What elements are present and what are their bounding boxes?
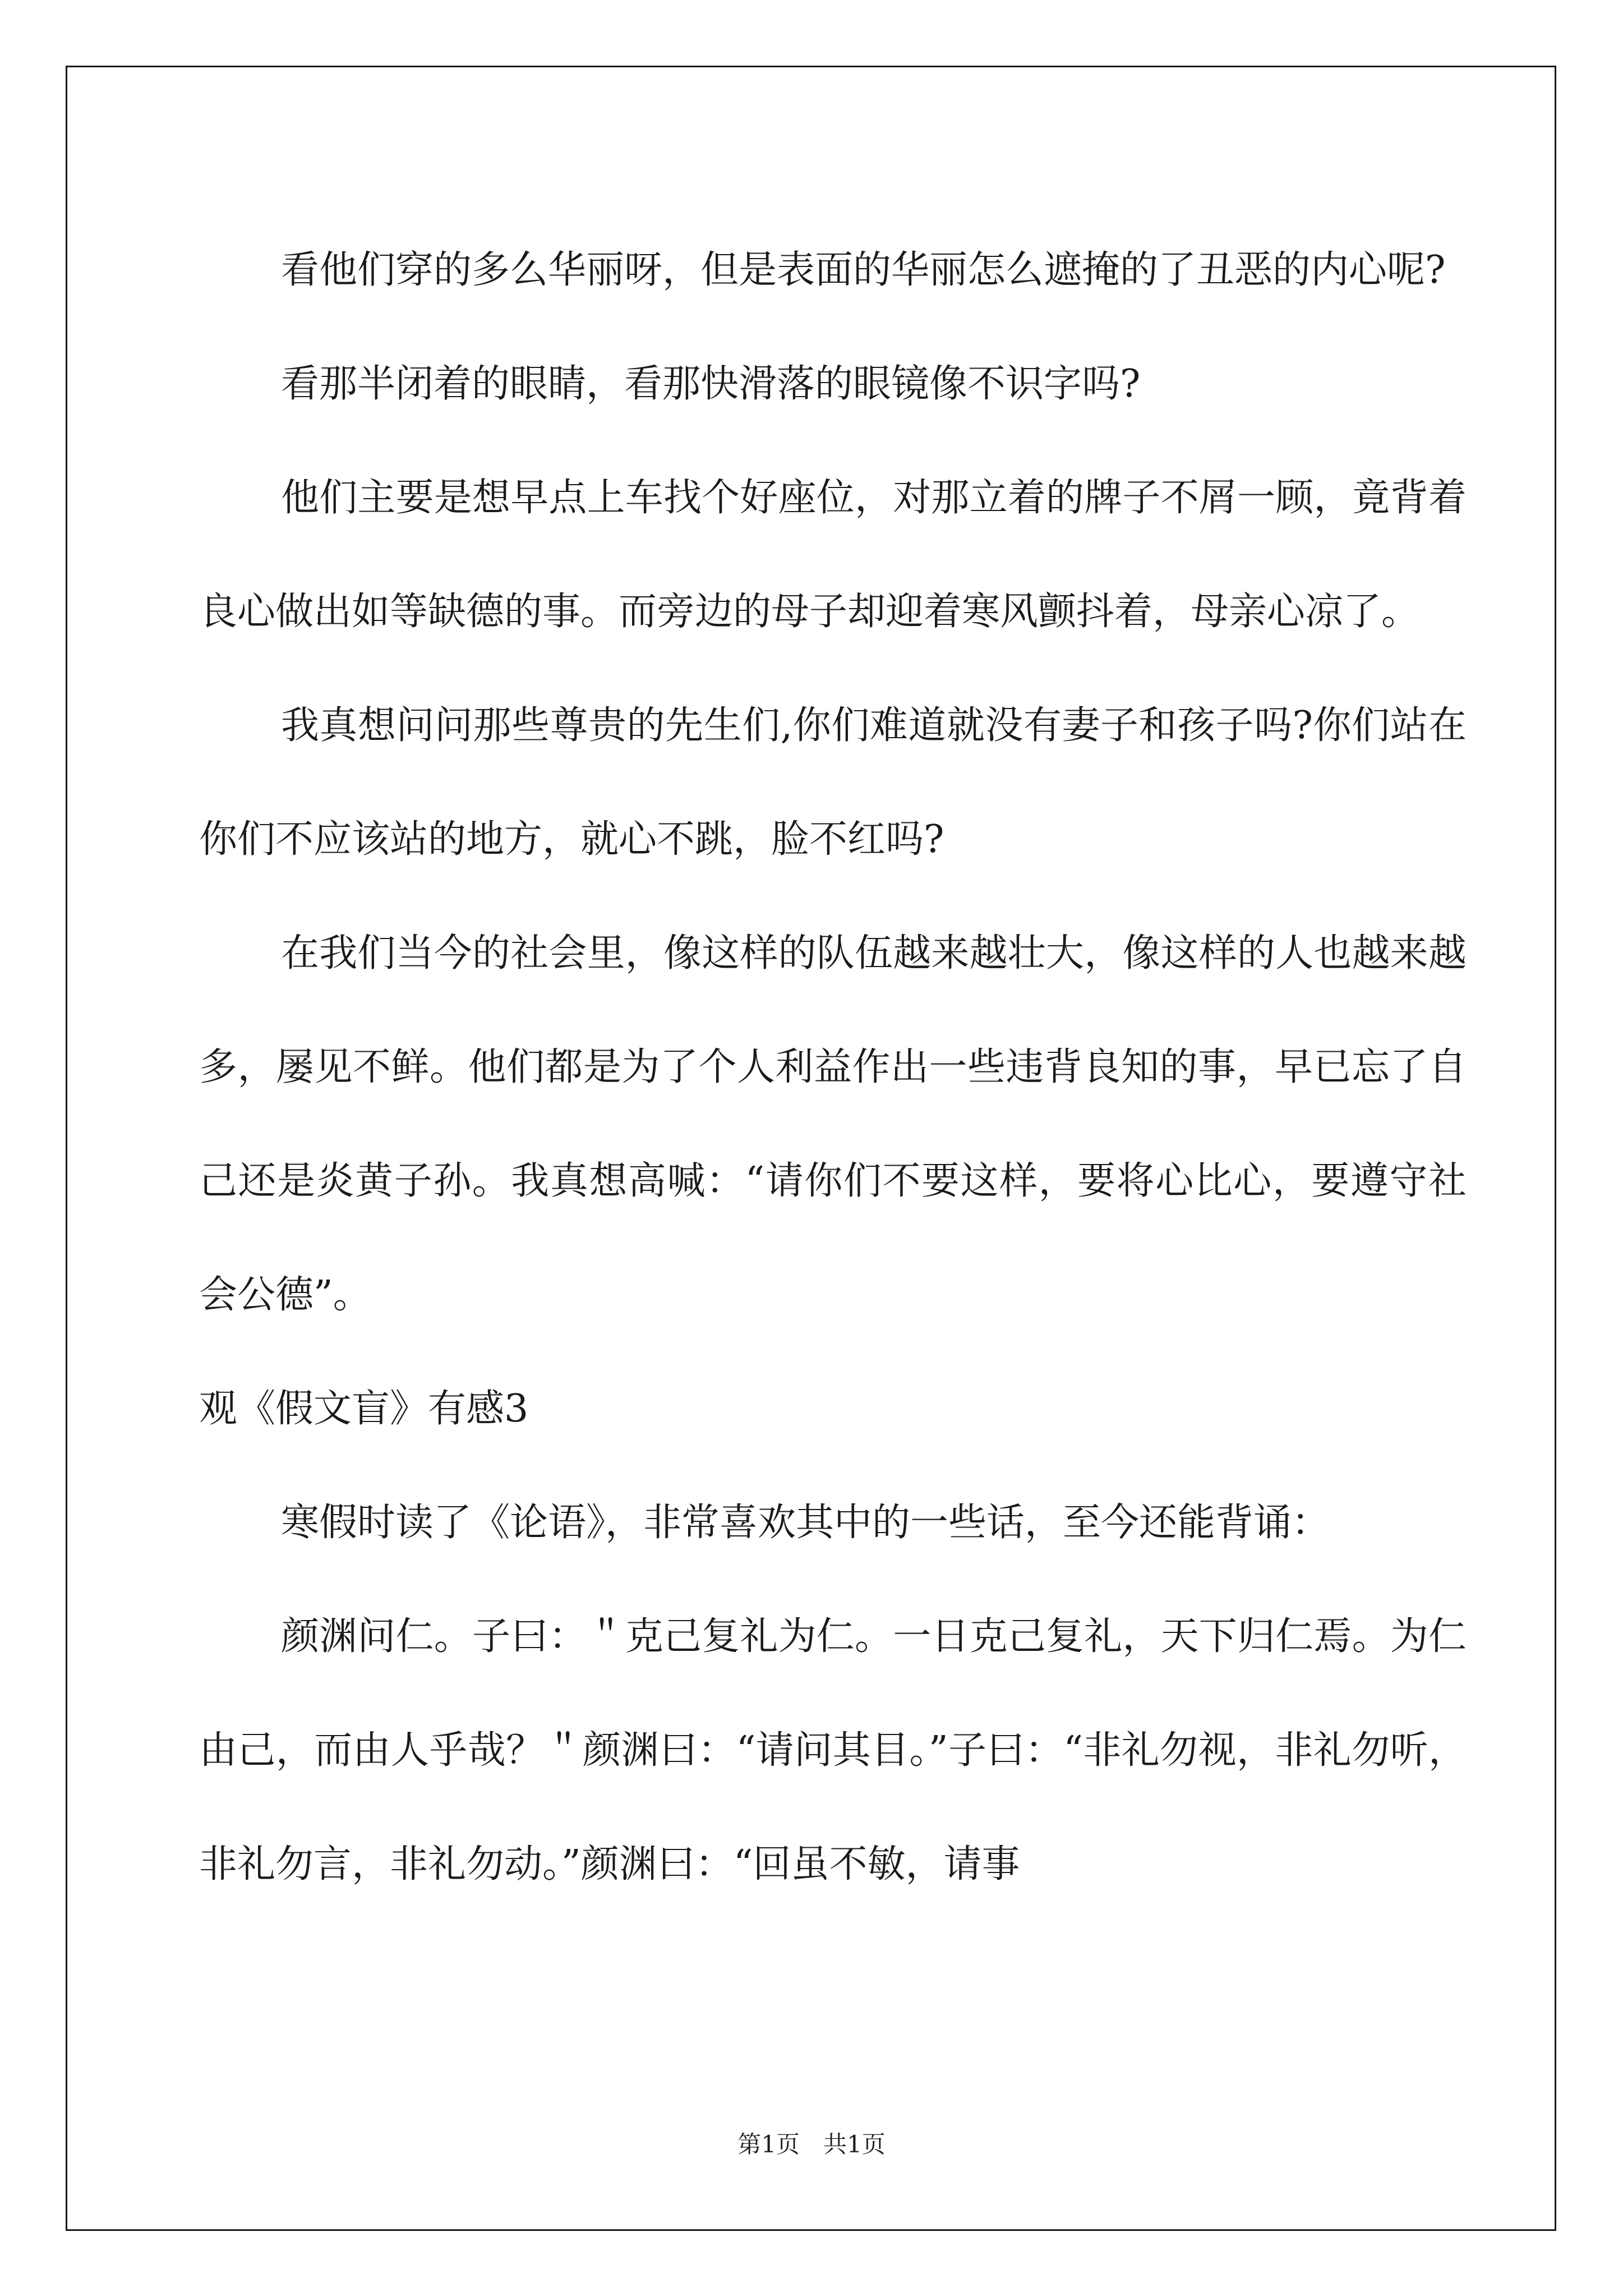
paragraph: 颜渊问仁。子曰：＂克己复礼为仁。一日克己复礼，天下归仁焉。为仁由己，而由人乎哉？＂颜渊曰：“请问其目。”子曰：“非礼勿视，非礼勿听，非礼勿言，非礼勿动。”颜渊曰：“回虽不敏，请事 [199,1614,1467,1887]
paragraph: 我真想问问那些尊贵的先生们,你们难道就没有妻子和孩子吗?你们站在你们不应该站的地方，就心不跳，脸不红吗? [199,703,1467,862]
document-body [199,213,1467,1921]
paragraph: 看他们穿的多么华丽呀，但是表面的华丽怎么遮掩的了丑恶的内心呢? [281,248,1446,292]
paragraph: 他们主要是想早点上车找个好座位，对那立着的牌子不屑一顾，竟背着良心做出如等缺德的事。而旁边的母子却迎着寒风颤抖着，母亲心凉了。 [199,476,1467,634]
paragraph: 寒假时读了《论语》，非常喜欢其中的一些话，至今还能背诵： [281,1501,1330,1545]
page-footer: 第1页 共1页 [737,2131,886,2158]
section-heading: 观《假文盲》有感3 [199,1387,529,1431]
paragraph: 看那半闭着的眼睛，看那快滑落的眼镜像不识字吗? [281,362,1141,406]
paragraph: 在我们当今的社会里，像这样的队伍越来越壮大，像这样的人也越来越多，屡见不鲜。他们都是为了个人利益作出一些违背良知的事，早已忘了自己还是炎黄子孙。我真想高喊：“请你们不要这样，要将心比心，要遵守社会公德”。 [199,931,1467,1317]
